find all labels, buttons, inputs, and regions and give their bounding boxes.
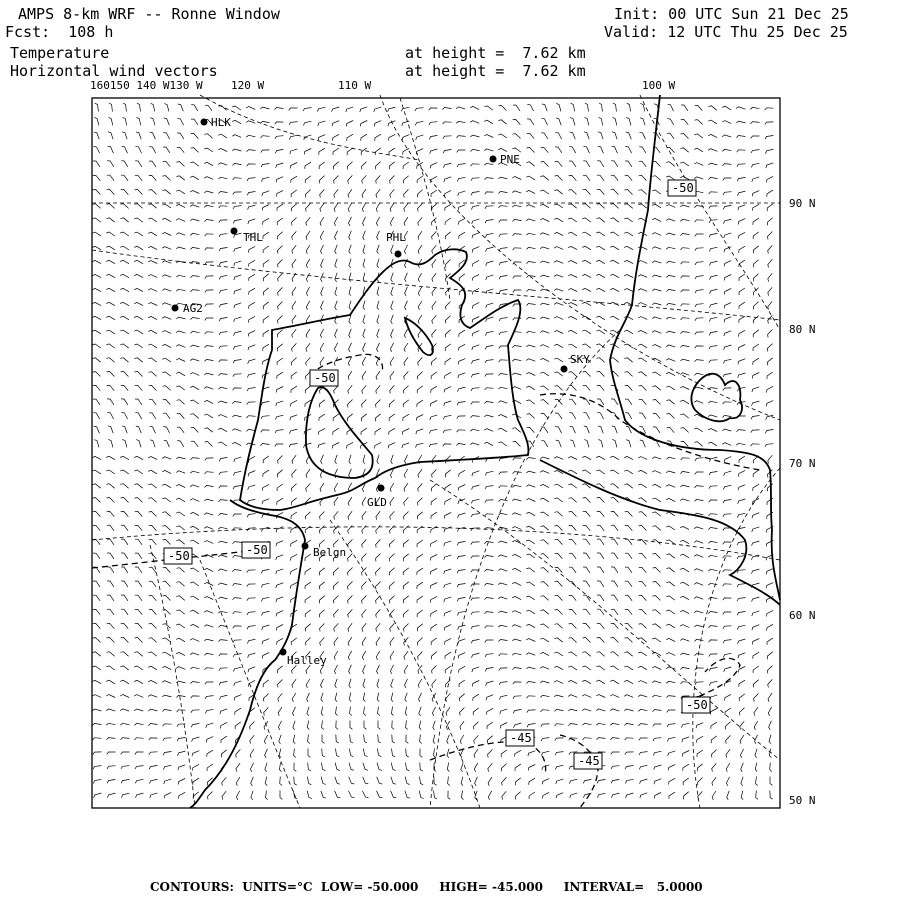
graticule <box>92 95 780 808</box>
lat-label-80n: 80 N <box>789 323 816 336</box>
height-temperature: at height = 7.62 km <box>405 44 586 62</box>
svg-text:HLK: HLK <box>211 116 231 129</box>
lat-label-50n: 50 N <box>789 794 816 807</box>
svg-text:Halley: Halley <box>287 654 327 667</box>
station-Halley <box>280 649 328 668</box>
station-HLK <box>201 116 232 129</box>
wind-vectors-path <box>92 103 773 800</box>
svg-text:AG2: AG2 <box>183 302 203 315</box>
contour-label-1 <box>310 370 338 386</box>
svg-text:SKY: SKY <box>570 353 590 366</box>
station-PNE <box>490 153 520 166</box>
lon-label-120w: 120 W <box>231 79 265 92</box>
contour-info-footer: CONTOURS: UNITS=°C LOW= -50.000 HIGH= -45.000 INTERVAL= 5.0000 <box>150 880 703 894</box>
contour-label-6 <box>506 730 534 746</box>
svg-text:GLD: GLD <box>367 496 387 509</box>
contour-label-text: -45 <box>578 754 600 768</box>
init-time: Init: 00 UTC Sun 21 Dec 25 <box>614 5 849 23</box>
station-THL <box>231 228 264 245</box>
svg-text:PHL: PHL <box>386 231 406 244</box>
lat-label-90n: 90 N <box>789 197 816 210</box>
latitude-labels <box>789 197 816 807</box>
stations <box>172 116 591 667</box>
field-temperature: Temperature <box>10 44 110 62</box>
contour-label-2 <box>668 180 696 196</box>
valid-time: Valid: 12 UTC Thu 25 Dec 25 <box>604 23 848 41</box>
station-PHL <box>386 231 406 258</box>
svg-text:THL: THL <box>243 231 263 244</box>
contour-label-4 <box>242 542 270 558</box>
lon-label-110w: 110 W <box>338 79 372 92</box>
station-SKY <box>561 353 591 373</box>
contour-label-text: -50 <box>314 371 336 385</box>
contour-label-text: -50 <box>672 181 694 195</box>
forecast-hour: Fcst: 108 h <box>5 23 114 41</box>
longitude-labels <box>90 79 675 92</box>
model-title: AMPS 8-km WRF -- Ronne Window <box>18 5 280 23</box>
contour-label-3 <box>164 548 192 564</box>
field-wind-vectors: Horizontal wind vectors <box>10 62 218 80</box>
svg-text:Belgn: Belgn <box>313 546 347 559</box>
svg-text:PNE: PNE <box>500 153 520 166</box>
lon-label-100w: 100 W <box>642 79 676 92</box>
height-wind: at height = 7.62 km <box>405 62 586 80</box>
contour-label-text: -45 <box>510 731 532 745</box>
station-Belgn <box>302 543 347 560</box>
contour-label-5 <box>682 697 710 713</box>
contour-label-text: -50 <box>246 543 268 557</box>
station-AG2 <box>172 302 203 315</box>
contour-label-7 <box>574 753 602 769</box>
lat-label-70n: 70 N <box>789 457 816 470</box>
wind-vector-field <box>92 103 773 800</box>
lon-label-160-150-140-130: 160150 140 W130 W <box>90 79 203 92</box>
contour-label-text: -50 <box>168 549 190 563</box>
lat-label-60n: 60 N <box>789 609 816 622</box>
contour-label-text: -50 <box>686 698 708 712</box>
